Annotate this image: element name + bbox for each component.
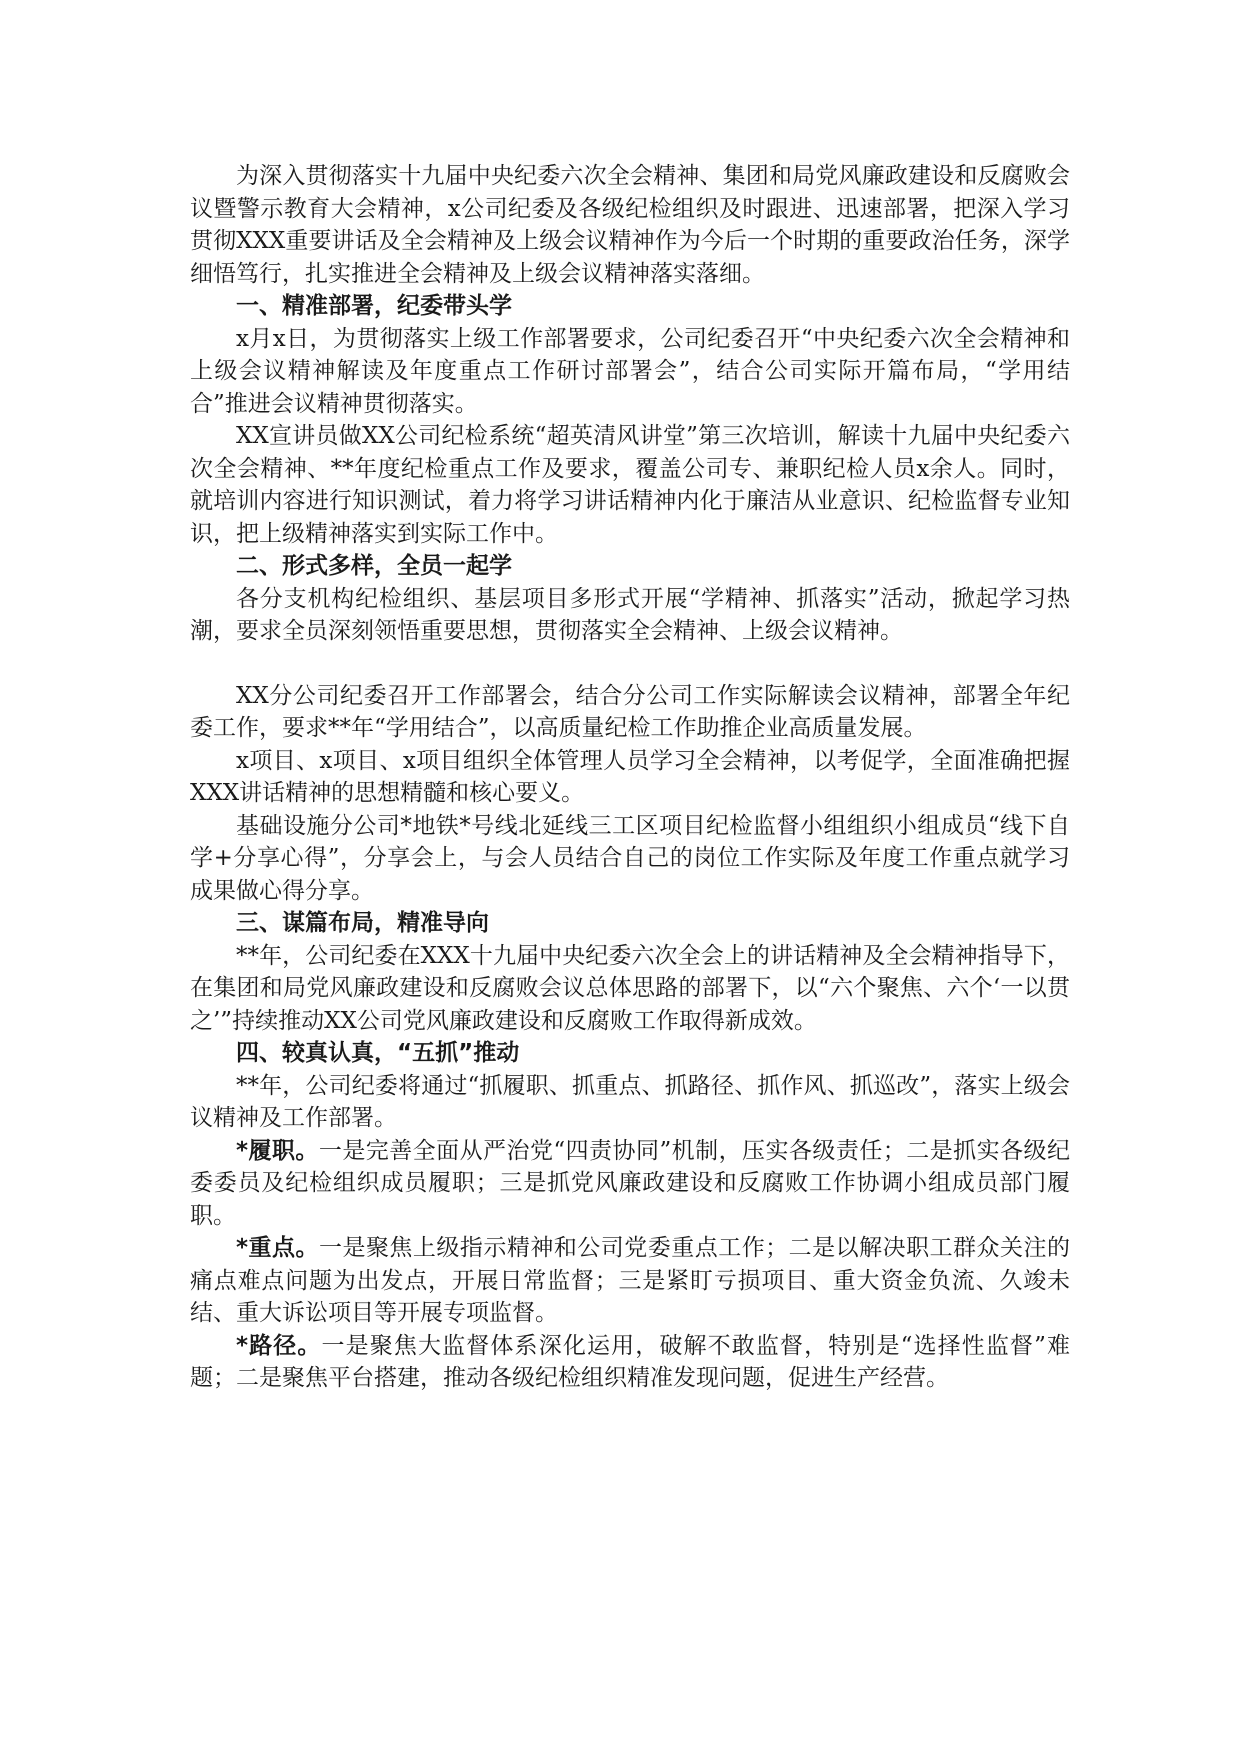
paragraph-text: 一是完善全面从严治党“四责协同”机制，压实各级责任；二是抓实各级纪委委员及纪检组织成员履职；三是抓党风廉政建设和反腐败工作协调小组成员部门履职。 [190,1137,1070,1229]
paragraph-focus [190,1232,1070,1330]
paragraph-path [190,1330,1070,1395]
section-heading-3: 三、谋篇布局，精准导向 [236,910,489,936]
paragraph: 各分支机构纪检组织、基层项目多形式开展“学精神、抓落实”活动，掀起学习热潮，要求全员深刻领悟重要思想，贯彻落实全会精神、上级会议精神。 [190,585,1070,644]
document-body [190,160,1070,1395]
section-heading-2: 二、形式多样，全员一起学 [236,553,512,579]
paragraph: x项目、x项目、x项目组织全体管理人员学习全会精神，以考促学，全面准确把握XXX讲话精神的思想精髓和核心要义。 [190,747,1070,806]
lead-term: *履职。 [236,1137,319,1164]
intro-paragraph: 为深入贯彻落实十九届中央纪委六次全会精神、集团和局党风廉政建设和反腐败会议暨警示教育大会精神，x公司纪委及各级纪检组织及时跟进、迅速部署，把深入学习贯彻XXX重要讲话及全会精神及上级会议精神作为今后一个时期的重要政治任务，深学细悟笃行，扎实推进全会精神及上级会议精神落实落细。 [190,163,1070,287]
paragraph-text: 一是聚焦大监督体系深化运用，破解不敢监督，特别是“选择性监督”难题；二是聚焦平台搭建，推动各级纪检组织精准发现问题，促进生产经营。 [190,1332,1070,1391]
paragraph: **年，公司纪委将通过“抓履职、抓重点、抓路径、抓作风、抓巡改”，落实上级会议精神及工作部署。 [190,1072,1070,1131]
lead-term: *重点。 [236,1235,319,1261]
paragraph: XX宣讲员做XX公司纪检系统“超英清风讲堂”第三次培训，解读十九届中央纪委六次全会精神、**年度纪检重点工作及要求，覆盖公司专、兼职纪检人员x余人。同时，就培训内容进行知识测试，着力将学习讲话精神内化于廉洁从业意识、纪检监督专业知识，把上级精神落实到实际工作中。 [190,423,1070,547]
paragraph: x月x日，为贯彻落实上级工作部署要求，公司纪委召开“中央纪委六次全会精神和上级会议精神解读及年度重点工作研讨部署会”，结合公司实际开篇布局，“学用结合”推进会议精神贯彻落实。 [190,325,1070,417]
section-heading-4: 四、较真认真，“五抓”推动 [236,1040,520,1066]
paragraph: 基础设施分公司*地铁*号线北延线三工区项目纪检监督小组组织小组成员“线下自学+分享心得”，分享会上，与会人员结合自己的岗位工作实际及年度工作重点就学习成果做心得分享。 [190,812,1070,904]
section-heading-1: 一、精准部署，纪委带头学 [236,293,512,319]
paragraph: XX分公司纪委召开工作部署会，结合分公司工作实际解读会议精神，部署全年纪委工作，要求**年“学用结合”，以高质量纪检工作助推企业高质量发展。 [190,682,1070,741]
paragraph-gap [190,648,1070,680]
paragraph: **年，公司纪委在XXX十九届中央纪委六次全会上的讲话精神及全会精神指导下，在集团和局党风廉政建设和反腐败会议总体思路的部署下，以“六个聚焦、六个‘一以贯之’”持续推动XX公司党风廉政建设和反腐败工作取得新成效。 [190,942,1070,1034]
paragraph-duty [190,1135,1070,1233]
paragraph-text: 一是聚焦上级指示精神和公司党委重点工作；二是以解决职工群众关注的痛点难点问题为出发点，开展日常监督；三是紧盯亏损项目、重大资金负流、久竣未结、重大诉讼项目等开展专项监督。 [190,1235,1070,1326]
lead-term: *路径。 [236,1332,322,1359]
